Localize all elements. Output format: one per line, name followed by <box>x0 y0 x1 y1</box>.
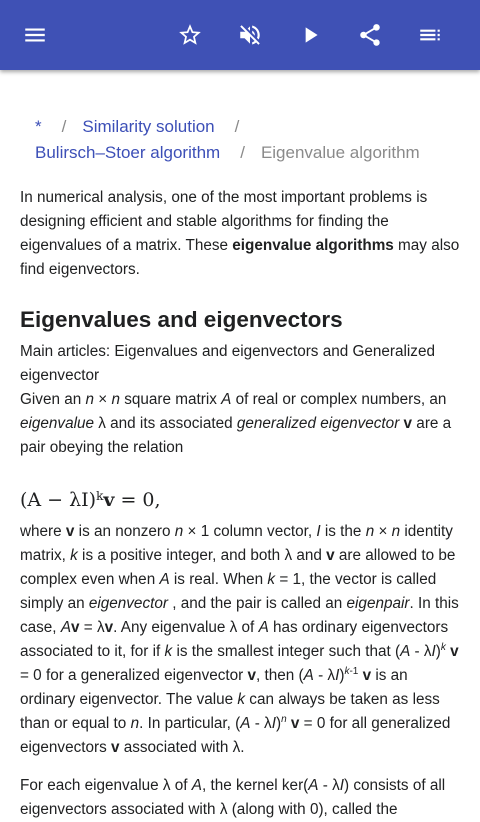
breadcrumb <box>35 114 455 166</box>
share-icon <box>357 22 383 48</box>
menu-icon <box>22 22 48 48</box>
breadcrumb-current: Eigenvalue algorithm <box>260 143 420 162</box>
contents-button[interactable] <box>406 11 454 59</box>
breadcrumb-similarity-solution[interactable]: Similarity solution <box>82 117 215 136</box>
play-button[interactable] <box>286 11 334 59</box>
play-icon <box>297 22 323 48</box>
bookmark-button[interactable] <box>166 11 214 59</box>
volume-off-icon <box>237 22 263 48</box>
breadcrumb-root[interactable]: * <box>35 117 42 136</box>
main-articles-note[interactable]: Main articles: Eigenvalues and eigenvectors and Generalized eigenvector <box>20 343 435 384</box>
breadcrumb-bulirsch-stoer[interactable]: Bulirsch–Stoer algorithm <box>35 143 221 162</box>
intro-paragraph: In numerical analysis, one of the most important problems is designing efficient and stable algorithms for finding the eigenvalues of a matrix. These eigenvalue algorithms may also find eigenvectors. <box>20 189 460 278</box>
given-paragraph: Given an n × n square matrix A of real or complex numbers, an eigenvalue λ and its associated generalized eigenvector v are a pair obeying the relation <box>20 391 452 456</box>
toc-icon <box>417 22 443 48</box>
section-heading: Eigenvalues and eigenvectors <box>20 307 343 332</box>
article-body <box>20 186 466 822</box>
paragraph-gap <box>20 760 466 774</box>
kernel-paragraph: For each eigenvalue λ of A, the kernel ker(A - λI) consists of all eigenvectors associated with λ (along with 0), called the <box>20 777 446 818</box>
breadcrumb-separator: / <box>240 143 245 162</box>
breadcrumb-separator: / <box>234 117 240 136</box>
article-content <box>0 70 480 818</box>
star-icon <box>177 22 203 48</box>
where-paragraph: where v is an nonzero n × 1 column vector, I is the n × n identity matrix, k is a positive integer, and both λ and v are allowed to be complex even when A is real. When k = 1, the vector is called simply an eigenvector , and the pair is called an eigenpair. In this case, Av = λv. Any eigenvalue λ of A has ordinary eigenvectors associated to it, for if k is the smallest integer such that (A - λI)$^k$ v = 0 for a generalized eigenvector v, then (A - λI)$^{k-1}$ v is an ordinary eigenvector. The value k can always be taken as less than or equal to n. In particular, (A - λI)$^n$ v = 0 for all generalized eigenvectors v associated with λ. <box>20 523 459 756</box>
formula-generalized-eigenvector: $(A - \lambda I)^kv = 0$, <box>20 489 161 511</box>
share-button[interactable] <box>346 11 394 59</box>
mute-button[interactable] <box>226 11 274 59</box>
app-toolbar <box>0 0 480 70</box>
breadcrumb-separator: / <box>61 117 67 136</box>
menu-button[interactable] <box>11 11 59 59</box>
